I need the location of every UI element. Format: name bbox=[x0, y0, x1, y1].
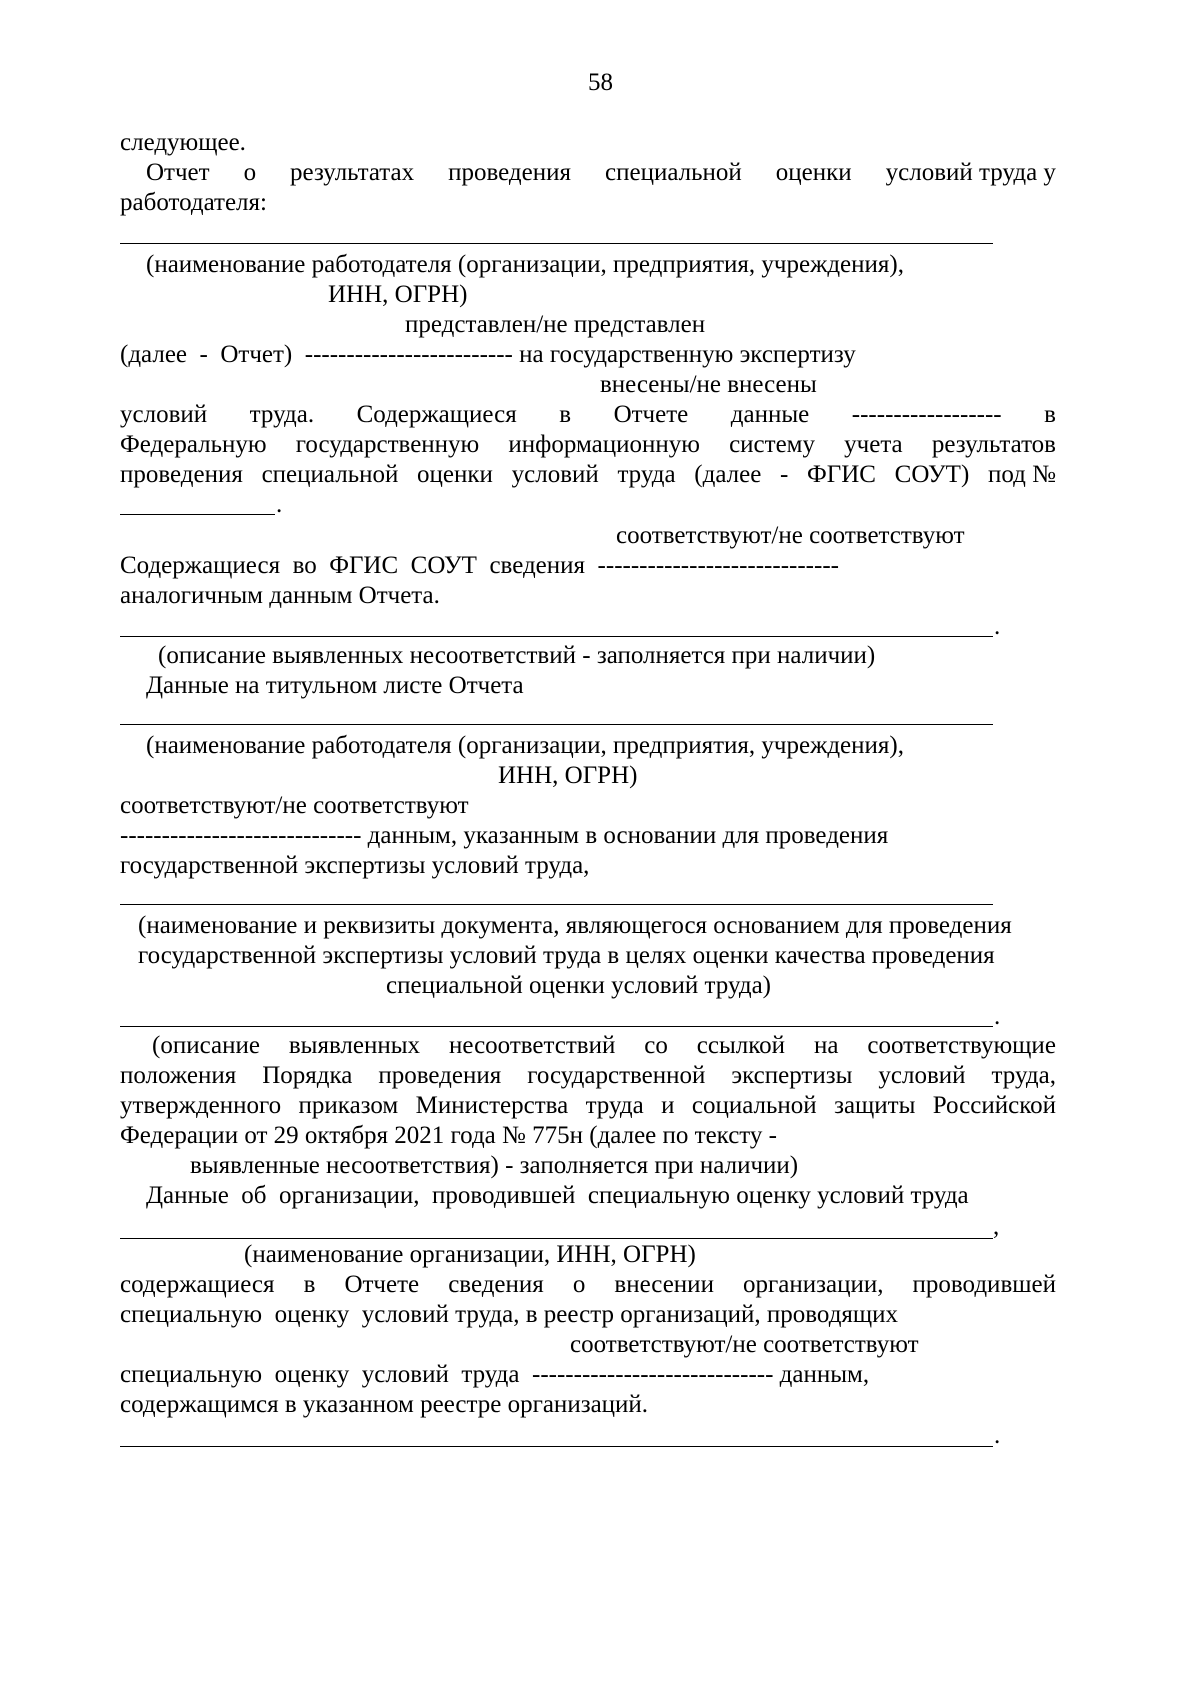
choice-caption: соответствуют/не соответствуют bbox=[120, 792, 469, 819]
word: сведения bbox=[448, 1271, 544, 1298]
text-line: ----------------------------- данным, указанным в основании для проведения bbox=[120, 822, 889, 849]
word: проведения bbox=[448, 159, 572, 186]
text-line: специальную оценку условий труда, в реестр организаций, проводящих bbox=[120, 1301, 899, 1328]
text-line: аналогичным данным Отчета. bbox=[120, 582, 440, 609]
word: в bbox=[303, 1271, 316, 1298]
word: информационную bbox=[508, 431, 700, 458]
word: утвержденного bbox=[120, 1092, 282, 1119]
word: Отчете bbox=[344, 1271, 420, 1298]
word: приказом bbox=[298, 1092, 399, 1119]
fill-in-line bbox=[120, 636, 993, 637]
word: (далее bbox=[694, 461, 762, 488]
word: соответствующие bbox=[867, 1032, 1056, 1059]
choice-caption: представлен/не представлен bbox=[405, 311, 706, 338]
word: проводившей bbox=[912, 1271, 1056, 1298]
word: условий bbox=[878, 1062, 966, 1089]
text-line-justified bbox=[146, 158, 1056, 188]
field-caption: специальной оценки условий труда) bbox=[386, 972, 772, 999]
text-line: специальную оценку условий труда ----------------------------- данным, bbox=[120, 1361, 870, 1388]
word: оценки bbox=[775, 159, 852, 186]
word: ссылкой bbox=[696, 1032, 786, 1059]
text-line: работодателя: bbox=[120, 189, 267, 216]
word: (описание bbox=[152, 1032, 260, 1059]
word: несоответствий bbox=[448, 1032, 616, 1059]
word: Содержащиеся bbox=[356, 401, 517, 428]
line-punctuation: . bbox=[994, 613, 1001, 640]
word: защиты bbox=[834, 1092, 916, 1119]
line-punctuation: . bbox=[994, 1422, 1001, 1449]
text-line-justified bbox=[120, 1270, 1056, 1300]
word: труда, bbox=[991, 1062, 1056, 1089]
text-line: следующее. bbox=[120, 129, 246, 156]
text-line: Данные на титульном листе Отчета bbox=[146, 672, 524, 699]
fill-in-line bbox=[120, 243, 993, 244]
word: труда bbox=[617, 461, 676, 488]
word: и bbox=[661, 1092, 675, 1119]
word: в bbox=[1044, 401, 1056, 428]
field-caption-justified bbox=[152, 1031, 1056, 1061]
field-caption: (наименование работодателя (организации, предприятия, учреждения), bbox=[146, 251, 904, 278]
text-line: (далее - Отчет) ------------------------- на государственную экспертизу bbox=[120, 341, 856, 368]
word: Отчете bbox=[613, 401, 689, 428]
choice-caption: соответствуют/не соответствуют bbox=[616, 522, 965, 549]
word: выявленных bbox=[288, 1032, 421, 1059]
text-line: Содержащиеся во ФГИС СОУТ сведения ----------------------------- bbox=[120, 552, 839, 579]
field-caption: Федерации от 29 октября 2021 года № 775н (далее по тексту - bbox=[120, 1122, 777, 1149]
word: данные bbox=[730, 401, 810, 428]
fill-in-line bbox=[120, 724, 993, 725]
line-punctuation: , bbox=[993, 1213, 1000, 1240]
field-caption: ИНН, ОГРН) bbox=[498, 762, 638, 789]
field-caption: выявленные несоответствия) - заполняется при наличии) bbox=[190, 1152, 799, 1179]
word: о bbox=[243, 159, 257, 186]
word: результатов bbox=[931, 431, 1056, 458]
word: систему bbox=[729, 431, 815, 458]
field-caption-justified bbox=[120, 1061, 1056, 1091]
field-caption: (описание выявленных несоответствий - заполняется при наличии) bbox=[158, 642, 876, 669]
word: социальной bbox=[691, 1092, 817, 1119]
fill-in-line bbox=[120, 1026, 993, 1027]
word: Федеральную bbox=[120, 431, 267, 458]
field-caption: ИНН, ОГРН) bbox=[328, 281, 468, 308]
field-caption: (наименование организации, ИНН, ОГРН) bbox=[244, 1241, 696, 1268]
word: в bbox=[559, 401, 572, 428]
word: проведения bbox=[120, 461, 243, 488]
word: труда. bbox=[249, 401, 315, 428]
word: специальной bbox=[605, 159, 742, 186]
word: Министерства bbox=[415, 1092, 569, 1119]
text-line: государственной экспертизы условий труда, bbox=[120, 852, 590, 879]
text-line-justified bbox=[120, 460, 1056, 490]
word: Российской bbox=[932, 1092, 1056, 1119]
word: под № bbox=[987, 461, 1056, 488]
line-punctuation: . bbox=[994, 1003, 1001, 1030]
word: со bbox=[644, 1032, 668, 1059]
word: на bbox=[813, 1032, 839, 1059]
page-number: 58 bbox=[588, 69, 613, 96]
fill-in-line bbox=[120, 904, 993, 905]
word: государственной bbox=[527, 1062, 706, 1089]
word: специальной bbox=[261, 461, 399, 488]
word: внесении bbox=[614, 1271, 714, 1298]
word: Порядка bbox=[262, 1062, 353, 1089]
word: условий труда у bbox=[885, 159, 1056, 186]
word: содержащиеся bbox=[120, 1271, 275, 1298]
word: условий bbox=[120, 401, 208, 428]
word: учета bbox=[844, 431, 903, 458]
word: труда bbox=[585, 1092, 644, 1119]
text-line-justified bbox=[120, 430, 1056, 460]
word: оценки bbox=[417, 461, 493, 488]
word: - bbox=[780, 461, 789, 488]
text-line: Данные об организации, проводившей специальную оценку условий труда bbox=[146, 1182, 969, 1209]
fill-in-line bbox=[120, 514, 275, 515]
fill-in-line bbox=[120, 1446, 993, 1447]
choice-caption: соответствуют/не соответствуют bbox=[570, 1331, 919, 1358]
choice-caption: внесены/не внесены bbox=[600, 371, 817, 398]
fill-in-line bbox=[120, 1238, 993, 1239]
word: организации, bbox=[743, 1271, 884, 1298]
word: государственную bbox=[295, 431, 480, 458]
word: экспертизы bbox=[731, 1062, 853, 1089]
word: ------------------ bbox=[851, 401, 1002, 428]
text-line: содержащимся в указанном реестре организаций. bbox=[120, 1391, 649, 1418]
word: положения bbox=[120, 1062, 237, 1089]
line-punctuation: . bbox=[276, 491, 283, 518]
word: результатах bbox=[290, 159, 415, 186]
word: Отчет bbox=[146, 159, 210, 186]
word: условий bbox=[511, 461, 599, 488]
text-line-justified bbox=[120, 400, 1056, 430]
field-caption-justified bbox=[120, 1091, 1056, 1121]
field-caption: государственной экспертизы условий труда в целях оценки качества проведения bbox=[138, 942, 995, 969]
word: СОУТ) bbox=[894, 461, 970, 488]
word: проведения bbox=[378, 1062, 502, 1089]
word: ФГИС bbox=[807, 461, 876, 488]
word: о bbox=[572, 1271, 586, 1298]
field-caption: (наименование работодателя (организации, предприятия, учреждения), bbox=[146, 732, 904, 759]
field-caption: (наименование и реквизиты документа, являющегося основанием для проведения bbox=[138, 912, 1012, 939]
